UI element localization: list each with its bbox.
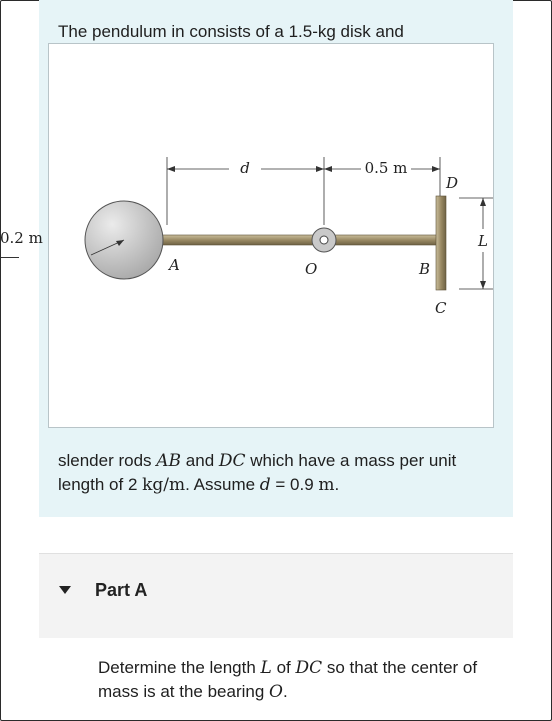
q-end: . xyxy=(282,682,288,701)
label-L: L xyxy=(478,232,488,250)
label-05m: 0.5 m xyxy=(364,159,408,177)
desc-unit: kg/m xyxy=(142,475,186,495)
desc-var-d: d xyxy=(259,475,271,495)
q-prefix: Determine the length xyxy=(98,658,261,677)
d-arrow-left xyxy=(167,166,175,172)
q-var-l: L xyxy=(260,658,272,678)
pendulum-figure xyxy=(48,43,494,428)
q-mid: so that the center of mass is at the bearing xyxy=(98,658,478,701)
label-d: d xyxy=(240,159,250,177)
label-02m: 0.2 m xyxy=(0,229,60,251)
desc-prefix: slender rods xyxy=(58,451,157,470)
desc-m: m xyxy=(318,475,335,495)
q-rod-dc: DC xyxy=(295,658,323,678)
label-B: B xyxy=(419,260,431,278)
desc-assume: . Assume xyxy=(185,475,260,494)
half-m-arrow-right xyxy=(432,166,440,172)
bearing-pin xyxy=(320,236,328,244)
desc-mid: which have a mass per unit length of 2 xyxy=(58,451,457,494)
label-O: O xyxy=(305,260,318,278)
label-A: A xyxy=(169,256,180,274)
l-arrow-bottom xyxy=(480,281,486,289)
pendulum-diagram xyxy=(49,44,493,427)
d-arrow-right xyxy=(316,166,324,172)
caret-down-icon[interactable] xyxy=(59,586,71,594)
desc-rod-dc: DC xyxy=(218,451,246,471)
part-a-label[interactable]: Part A xyxy=(95,579,148,600)
rod-ab xyxy=(157,235,442,245)
q-bearing-o: O xyxy=(269,682,283,702)
part-a-panel xyxy=(39,554,513,638)
part-a-question xyxy=(98,656,498,704)
label-D: D xyxy=(446,174,459,192)
desc-end: . xyxy=(334,475,340,494)
desc-and: and xyxy=(181,451,219,470)
label-C: C xyxy=(435,299,447,317)
problem-description-text xyxy=(58,449,498,497)
problem-intro-text xyxy=(58,21,498,43)
desc-rod-ab: AB xyxy=(156,451,182,471)
rod-dc xyxy=(436,196,446,290)
intro-sentence: The pendulum in consists of a 1.5-kg disk and xyxy=(58,22,404,41)
half-m-arrow-left xyxy=(324,166,332,172)
part-a-toggle[interactable] xyxy=(59,578,147,602)
q-of: of xyxy=(271,658,296,677)
desc-eq: = 0.9 xyxy=(270,475,319,494)
l-arrow-top xyxy=(480,198,486,206)
